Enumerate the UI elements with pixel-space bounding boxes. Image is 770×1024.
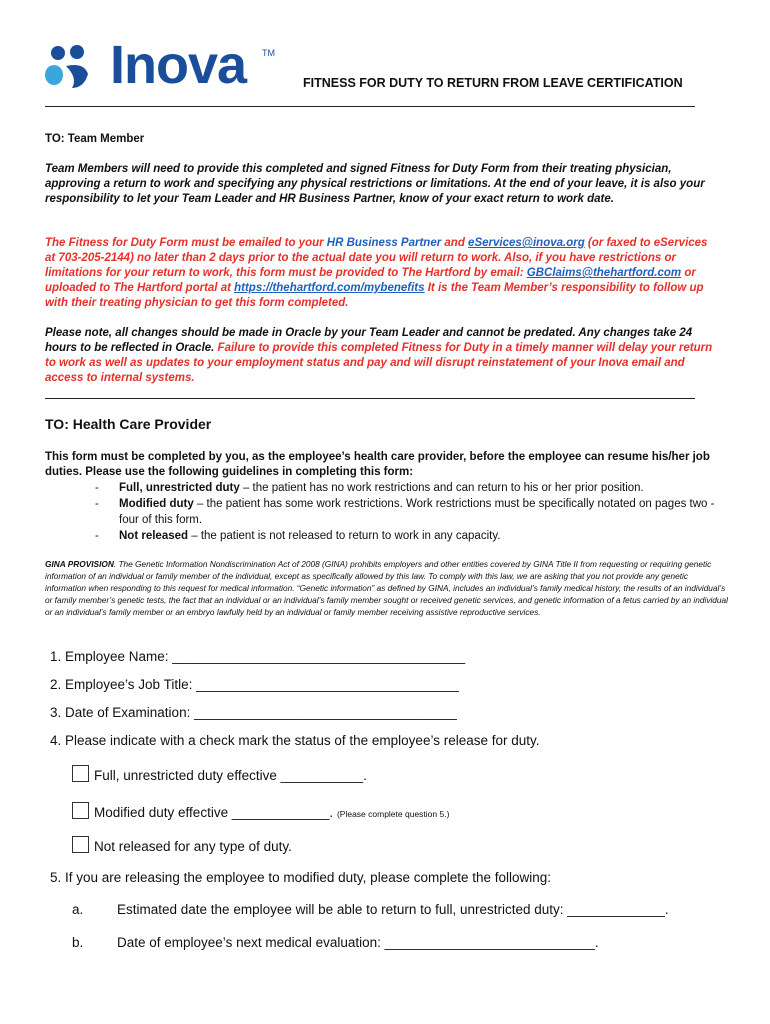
gbclaims-email-link[interactable]: GBClaims@thehartford.com (526, 267, 682, 279)
job-title-field[interactable]: 2. Employee’s Job Title: ___________________________________ (50, 677, 459, 692)
duty-guidelines-list (95, 480, 715, 544)
exam-date-field[interactable]: 3. Date of Examination: ___________________________________ (50, 705, 457, 720)
inova-logo (44, 35, 284, 96)
submission-instructions: The Fitness for Duty Form must be emailed to your HR Business Partner and eServices@inova.org (or faxed to eServices at 703-205-2144) no later than 2 days prior to the actual date you will return to work. Also, if you have restrictions or limitations for your return to work, this form must be provided to The Hartford by email: GBClaims@thehartford.com or uploaded to The Hartford portal at https://thehartford.com/mybenefits It is the Team Member’s responsibility to follow up with their treating physician to get this form completed. (45, 237, 708, 309)
eservices-email-link[interactable]: eServices@inova.org (468, 237, 585, 249)
next-evaluation-field[interactable]: Date of employee’s next medical evaluation: ____________________________. (117, 935, 599, 950)
document-title: FITNESS FOR DUTY TO RETURN FROM LEAVE CERTIFICATION (303, 76, 683, 90)
list-item: - Not released – the patient is not released to return to work in any capacity. (95, 530, 501, 542)
gina-provision: GINA PROVISION. The Genetic Information Nondiscrimination Act of 2008 (GINA) prohibits employers and other entities covered by GINA Title II from requesting or requiring genetic information of an individual or family member of the individual, except as specifically allowed by this law. To comply with this law, we are asking that you not provide any genetic information when responding to this request for medical information. “Genetic information” as defined by GINA, includes an individual’s family medical history, the results of an individual’s or family member’s genetic tests, the fact that an individual or an individual’s family member sought or received genetic services, and genetic information of a fetus carried by an individual or an individual’s family member or an embryo lawfully held by an individual or family member receiving assistive reproductive services. (45, 559, 728, 617)
sub-item-b-label: b. (72, 935, 84, 950)
trademark-mark: TM (262, 48, 275, 58)
logo-wordmark: Inova (110, 35, 247, 95)
team-member-heading: TO: Team Member (45, 133, 145, 145)
not-released-checkbox[interactable] (72, 836, 89, 853)
inova-logo-mark-icon (44, 44, 106, 94)
modified-duty-note: (Please complete question 5.) (336, 809, 450, 819)
oracle-note: Please note, all changes should be made in Oracle by your Team Leader and cannot be predated. Any changes take 24 hours to be reflected in Oracle. Failure to provide this completed Fitness for Duty in a timely manner will delay your return to work as well as updates to your employment status and pay and will disrupt reinstatement of your Inova email and access to internal systems. (45, 327, 713, 384)
team-member-instructions: Team Members will need to provide this completed and signed Fitness for Duty Form from their treating physician, approving a return to work and specifying any physical restrictions or limitations. At the end of your leave, it is also your responsibility to let your Team Leader and HR Business Partner, know of your exact return to work date. (45, 163, 705, 205)
modified-duty-checkbox[interactable] (72, 802, 89, 819)
modified-duty-option[interactable]: Modified duty effective _____________. (Please complete question 5.) (72, 802, 449, 820)
provider-heading: TO: Health Care Provider (45, 416, 212, 432)
release-status-question: 4. Please indicate with a check mark the status of the employee’s release for duty. (50, 733, 540, 748)
hr-business-partner-link[interactable]: HR Business Partner (326, 237, 442, 249)
hartford-portal-link[interactable]: https://thehartford.com/mybenefits (234, 282, 425, 294)
full-duty-option[interactable]: Full, unrestricted duty effective ___________. (72, 765, 367, 783)
modified-duty-question: 5. If you are releasing the employee to modified duty, please complete the following: (50, 870, 552, 885)
full-duty-checkbox[interactable] (72, 765, 89, 782)
divider (45, 398, 695, 399)
provider-intro: This form must be completed by you, as the employee’s health care provider, before the employee can resume his/her job duties. Please use the following guidelines in completing this form: (45, 451, 710, 478)
return-date-field[interactable]: Estimated date the employee will be able to return to full, unrestricted duty: _____________. (117, 902, 669, 917)
divider (45, 106, 695, 107)
list-item: - Full, unrestricted duty – the patient has no work restrictions and can return to his or her prior position. (95, 482, 644, 494)
list-item: - Modified duty – the patient has some work restrictions. Work restrictions must be specifically notated on pages two - four of this form. (95, 498, 715, 526)
not-released-option[interactable]: Not released for any type of duty. (72, 836, 292, 854)
sub-item-a-label: a. (72, 902, 84, 917)
employee-name-field[interactable]: 1. Employee Name: _______________________________________ (50, 649, 466, 664)
